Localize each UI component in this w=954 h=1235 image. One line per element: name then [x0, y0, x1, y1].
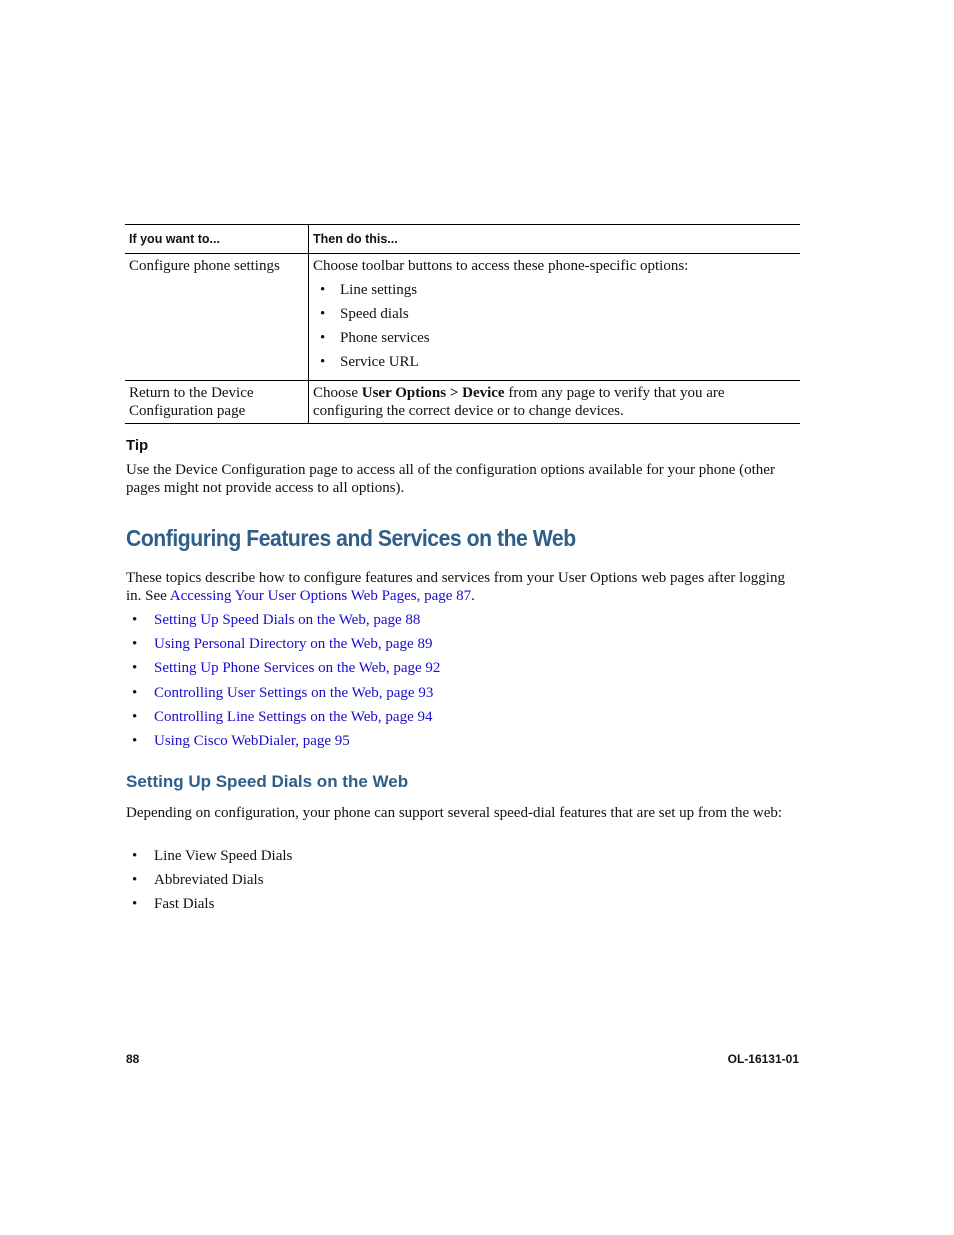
- link-speed-dials[interactable]: Setting Up Speed Dials on the Web, page 88: [154, 612, 421, 628]
- list-item: • Fast Dials: [126, 895, 292, 919]
- link-phone-services[interactable]: Setting Up Phone Services on the Web, page 92: [154, 660, 441, 677]
- list-item: [126, 635, 440, 659]
- tip-text: Use the Device Configuration page to access all of the configuration options available for your phone (other pages might not provide access to all options).: [126, 462, 775, 496]
- table-cell-text: Choose toolbar buttons to access these phone-specific options:: [313, 258, 689, 274]
- table-cell-want: Configure phone settings: [125, 254, 309, 381]
- intro-text: These topics describe how to configure features and services from your User Options web pages after logging in. See: [126, 570, 785, 604]
- column-header-want: If you want to...: [125, 225, 309, 254]
- table-row: [125, 254, 800, 381]
- phone-options-list: [313, 281, 796, 377]
- page-number: 88: [126, 1052, 140, 1066]
- table-cell-text: from any page to verify that you are configuring the correct device or to change devices.: [313, 385, 725, 419]
- list-item: [126, 732, 440, 756]
- menu-path: User Options > Device: [361, 385, 505, 401]
- options-table: [125, 224, 800, 424]
- list-item: • Abbreviated Dials: [126, 871, 292, 895]
- list-item: [126, 708, 440, 732]
- link-accessing-user-options[interactable]: Accessing Your User Options Web Pages, page 87: [169, 588, 472, 604]
- list-item: [126, 611, 440, 635]
- intro-text-end: .: [471, 588, 475, 604]
- list-item: • Service URL: [313, 353, 796, 377]
- tip-heading: Tip: [126, 437, 149, 454]
- table-cell-do: [309, 381, 801, 424]
- subsection-title: Setting Up Speed Dials on the Web: [126, 772, 409, 791]
- section-title: Configuring Features and Services on the Web: [126, 525, 576, 551]
- list-item: [126, 659, 440, 683]
- speed-dial-features-list: [126, 847, 292, 920]
- list-item: • Speed dials: [313, 305, 796, 329]
- list-item: • Phone services: [313, 329, 796, 353]
- document-id: OL-16131-01: [727, 1052, 799, 1066]
- link-webdialer[interactable]: Using Cisco WebDialer, page 95: [154, 732, 350, 749]
- table-cell-do: [309, 254, 801, 381]
- link-personal-directory[interactable]: Using Personal Directory on the Web, page 89: [154, 636, 433, 653]
- table-row: [125, 381, 800, 424]
- table-header-row: [125, 225, 800, 254]
- list-item: [126, 684, 440, 708]
- section-intro: [126, 569, 800, 605]
- topic-links-list: [126, 611, 440, 756]
- column-header-do: Then do this...: [309, 225, 801, 254]
- link-user-settings[interactable]: Controlling User Settings on the Web, page 93: [154, 684, 434, 701]
- link-line-settings[interactable]: Controlling Line Settings on the Web, page 94: [154, 708, 433, 725]
- subsection-text: Depending on configuration, your phone can support several speed-dial features that are set up from the web:: [126, 805, 783, 821]
- table-cell-text: Choose: [313, 385, 362, 401]
- list-item: • Line View Speed Dials: [126, 847, 292, 871]
- table-cell-want: Return to the Device Configuration page: [125, 381, 309, 424]
- list-item: • Line settings: [313, 281, 796, 305]
